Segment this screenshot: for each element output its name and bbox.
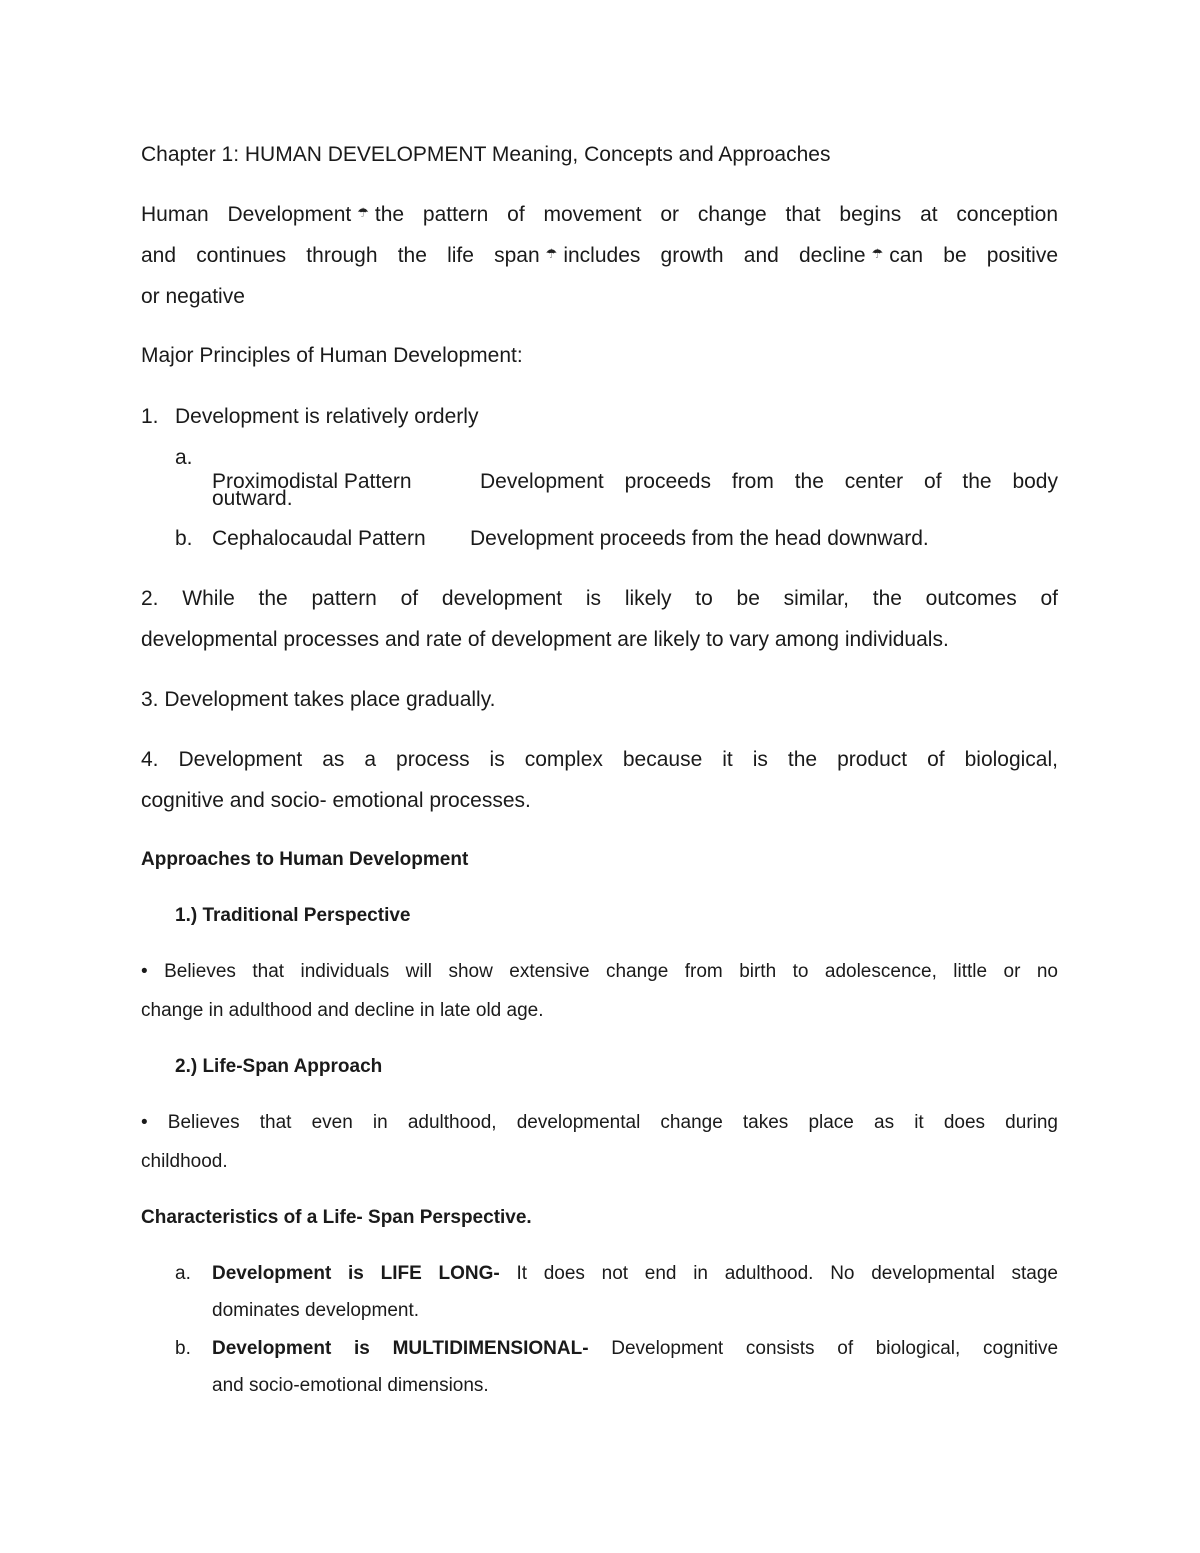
principle-4-line-2: cognitive and socio- emotional processes. [141, 789, 531, 812]
principle-2-line-2: developmental processes and rate of development are likely to vary among individuals. [141, 628, 949, 651]
characteristic-a-line-2: dominates development. [212, 1300, 420, 1321]
characteristic-a-marker: a. [175, 1263, 191, 1284]
characteristic-a-line-1 [212, 1263, 1058, 1285]
definition-text: includes growth and decline [563, 244, 866, 267]
characteristic-b-marker: b. [175, 1338, 191, 1359]
characteristic-b-bold: Development is MULTIDIMENSIONAL- [212, 1338, 589, 1359]
characteristic-b-text: Development consists of biological, cognitive [611, 1338, 1059, 1359]
approach-1-line-1: • Believes that individuals will show extensive change from birth to adolescence, little or no [141, 961, 1058, 982]
approach-2-line-1: • Believes that even in adulthood, developmental change takes place as it does during [141, 1112, 1058, 1133]
approach-1-line-2: change in adulthood and decline in late old age. [141, 1000, 544, 1021]
characteristics-heading: Characteristics of a Life- Span Perspective. [141, 1207, 532, 1228]
principle-3: 3. Development takes place gradually. [141, 688, 496, 711]
list-marker: a. [175, 446, 193, 469]
list-number: 1. [141, 405, 159, 428]
characteristic-a-bold: Development is LIFE LONG- [212, 1263, 500, 1284]
characteristic-b-line-2: and socio-emotional dimensions. [212, 1375, 489, 1396]
principle-2-line-1: 2. While the pattern of development is likely to be similar, the outcomes of [141, 587, 1058, 610]
approaches-heading: Approaches to Human Development [141, 849, 469, 870]
principles-heading: Major Principles of Human Development: [141, 344, 523, 367]
principle-1a-desc: Development proceeds from the center of the body [480, 470, 1058, 493]
principle-1a [175, 446, 1058, 493]
principle-1a-line [212, 470, 1058, 494]
principle-1b-name: Cephalocaudal Pattern [212, 527, 426, 550]
definition-line-2 [141, 244, 1058, 268]
principle-1b-desc: Development proceeds from the head downward. [470, 527, 929, 550]
approach-2-title: 2.) Life-Span Approach [175, 1056, 383, 1077]
umbrella-icon: ☂ [871, 246, 884, 261]
definition-text: and continues through the life span [141, 244, 540, 267]
principle-1a-name: Proximodistal Pattern [212, 470, 412, 493]
principle-1 [141, 405, 479, 429]
approach-2-line-2: childhood. [141, 1151, 228, 1172]
definition-text: can be positive [889, 244, 1059, 267]
characteristic-a-text: It does not end in adulthood. No developmental stage [516, 1263, 1058, 1284]
approach-1-title: 1.) Traditional Perspective [175, 905, 411, 926]
list-marker: b. [175, 527, 193, 550]
principle-1b [175, 527, 929, 551]
principle-4-line-1: 4. Development as a process is complex because it is the product of biological, [141, 748, 1058, 771]
principle-1-text: Development is relatively orderly [175, 405, 479, 428]
umbrella-icon: ☂ [357, 205, 369, 220]
definition-term: Human Development [141, 203, 352, 226]
definition-line-1 [141, 203, 1058, 227]
umbrella-icon: ☂ [545, 246, 558, 261]
principle-1a-cont: outward. [212, 487, 293, 510]
definition-text: the pattern of movement or change that begins at conception [374, 203, 1059, 226]
characteristic-b-line-1 [212, 1338, 1058, 1360]
definition-line-3: or negative [141, 285, 245, 308]
page-title: Chapter 1: HUMAN DEVELOPMENT Meaning, Concepts and Approaches [141, 143, 831, 166]
